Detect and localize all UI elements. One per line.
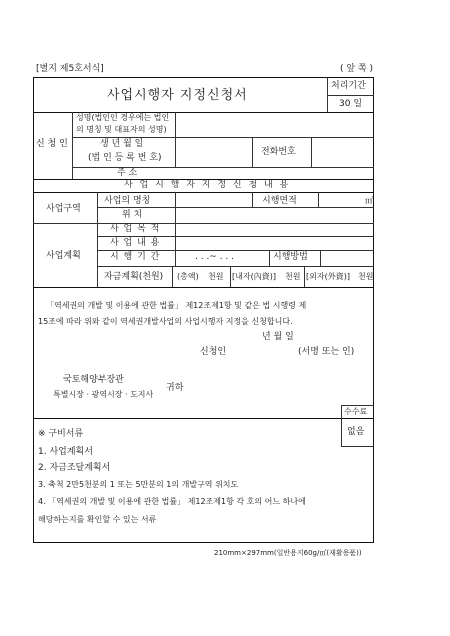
required-documents-title: ※ 구비서류 xyxy=(38,429,84,439)
domestic-capital-label: [내자(內資)] xyxy=(232,272,276,281)
page-side-label: ( 앞 쪽 ) xyxy=(340,64,373,74)
business-plan-section-label: 사업계획 xyxy=(46,251,81,261)
content-label: 사 업 내 용 xyxy=(110,238,161,248)
purpose-label: 사 업 목 적 xyxy=(110,224,161,234)
total-amount-unit: 천원 xyxy=(208,272,224,281)
document-item-4: 4. 「역세권의 개발 및 이용에 관한 법률」 제12조제1항 각 호의 어느 하나에 xyxy=(38,497,306,506)
detail-section-header: 사 업 시 행 자 지 정 신 청 내 용 xyxy=(124,180,291,190)
address-label: 주 소 xyxy=(117,168,138,178)
declaration-line1: 「역세권의 개발 및 이용에 관한 법률」 제12조제1항 및 같은 법 시행령 제 xyxy=(46,301,307,310)
fee-value: 없음 xyxy=(347,427,365,437)
applicant-section-label: 신 청 인 xyxy=(36,139,68,149)
form-title: 사업시행자 지정신청서 xyxy=(107,88,248,103)
corp-reg-number-label: (법 인 등 록 번 호) xyxy=(88,153,162,163)
recipient-minister: 국토해양부장관 xyxy=(63,375,124,385)
applicant-signature-label: 신청인 xyxy=(200,347,227,357)
name-label-line1: 성명(법인인 경우에는 법인 xyxy=(76,113,170,122)
phone-label: 전화번호 xyxy=(261,147,296,157)
document-item-2: 2. 자금조달계획서 xyxy=(38,463,111,473)
foreign-capital-unit: 천원 xyxy=(358,272,374,281)
domestic-capital-unit: 천원 xyxy=(285,272,301,281)
fee-label: 수수료 xyxy=(344,407,368,416)
processing-period-label: 처리기간 xyxy=(331,81,366,91)
form-number: [별지 제5호서식] xyxy=(36,64,104,74)
recipient-honorific: 귀하 xyxy=(166,383,184,393)
funding-plan-label: 자금계획(천원) xyxy=(104,272,164,282)
signature-or-seal-note: (서명 또는 인) xyxy=(298,347,355,357)
recipient-governors: 특별시장 · 광역시장 · 도지사 xyxy=(53,390,154,399)
foreign-capital-label: [외자(外資)] xyxy=(306,272,350,281)
total-amount-label: (총액) xyxy=(177,272,199,281)
period-value: . . .~ . . . xyxy=(195,252,235,262)
application-date: 년 월 일 xyxy=(262,332,294,342)
document-item-3: 3. 축척 2만5천분의 1 또는 5만분의 1의 개발구역 위치도 xyxy=(38,480,239,489)
form-frame xyxy=(33,77,374,543)
location-label: 위 치 xyxy=(122,210,143,220)
business-name-label: 사업의 명칭 xyxy=(104,196,151,206)
declaration-line2: 15조에 따라 위와 같이 역세권개발사업의 사업시행자 지정을 신청합니다. xyxy=(38,317,293,326)
area-label: 시행면적 xyxy=(262,196,297,206)
business-zone-section-label: 사업구역 xyxy=(46,204,81,214)
area-unit: ㎡ xyxy=(365,196,373,205)
method-label: 시행방법 xyxy=(273,252,308,262)
name-label-line2: 의 명칭 및 대표자의 성명) xyxy=(76,125,167,134)
period-label: 시 행 기 간 xyxy=(110,252,161,262)
processing-period-value: 30 일 xyxy=(339,99,363,109)
paper-spec-footer: 210mm×297mm(일반용지60g/㎡(재활용품)) xyxy=(214,549,362,557)
document-item-4-continued: 해당하는지를 확인할 수 있는 서류 xyxy=(38,515,157,524)
document-item-1: 1. 사업계획서 xyxy=(38,447,93,457)
birth-date-label: 생 년 월 일 xyxy=(100,139,144,149)
